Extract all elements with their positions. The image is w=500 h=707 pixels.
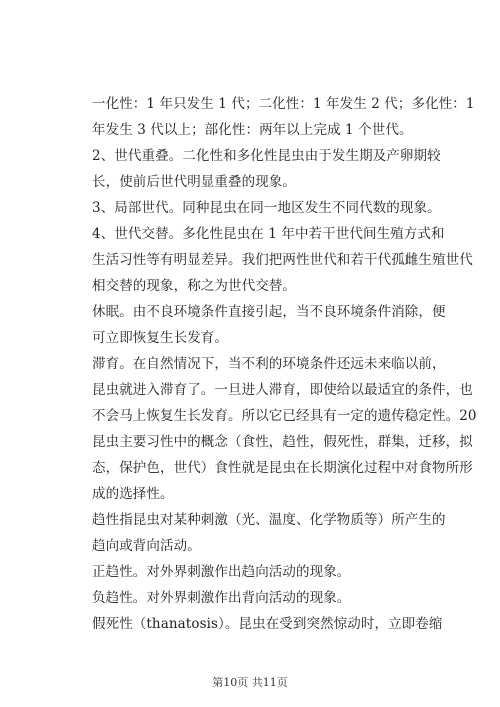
paragraph-line: 昆虫就进入滞育了。一旦进人滞育，即使给以最适宜的条件，也: [92, 382, 473, 398]
paragraph-line: 负趋性。对外界刺激作出背向活动的现象。: [92, 590, 351, 606]
paragraph-line: 假死性（thanatosis）。昆虫在受到突然惊动时，立即卷缩: [92, 616, 443, 632]
paragraph-line: 不会马上恢复生长发育。所以它已经具有一定的遗传稳定性。20: [92, 408, 477, 424]
paragraph-line: 趋性指昆虫对某种刺激（光、温度、化学物质等）所产生的: [92, 512, 446, 528]
paragraph-line: 生活习性等有明显差异。我们把两性世代和若干代孤雌生殖世代: [92, 252, 473, 268]
paragraph-line: 一化性：1 年只发生 1 代；二化性：1 年发生 2 代；多化性：1: [92, 96, 475, 112]
paragraph-line: 趋向或背向活动。: [92, 538, 201, 554]
paragraph-line: 昆虫主要习性中的概念（食性，趋性，假死性，群集，迁移，拟: [92, 434, 473, 450]
paragraph-line: 滞育。在自然情况下，当不利的环境条件还远未来临以前，: [92, 356, 446, 372]
paragraph-line: 休眠。由不良环境条件直接引起，当不良环境条件消除，便: [92, 304, 446, 320]
paragraph-line: 正趋性。对外界刺激作出趋向活动的现象。: [92, 564, 351, 580]
paragraph-line: 成的选择性。: [92, 486, 174, 502]
paragraph-line: 可立即恢复生长发育。: [92, 330, 228, 346]
paragraph-line: 3、局部世代。同种昆虫在同一地区发生不同代数的现象。: [92, 200, 441, 216]
paragraph-line: 态，保护色，世代）食性就是昆虫在长期演化过程中对食物所形: [92, 460, 473, 476]
paragraph-line: 长，使前后世代明显重叠的现象。: [92, 174, 296, 190]
paragraph-line: 4、世代交替。多化性昆虫在 1 年中若干世代间生殖方式和: [92, 226, 445, 242]
paragraph-line: 年发生 3 代以上；部化性：两年以上完成 1 个世代。: [92, 122, 413, 138]
paragraph-line: 相交替的现象，称之为世代交替。: [92, 278, 296, 294]
paragraph-line: 2、世代重叠。二化性和多化性昆虫由于发生期及产卵期较: [92, 148, 441, 164]
page-footer: 第10页 共11页: [212, 676, 288, 689]
